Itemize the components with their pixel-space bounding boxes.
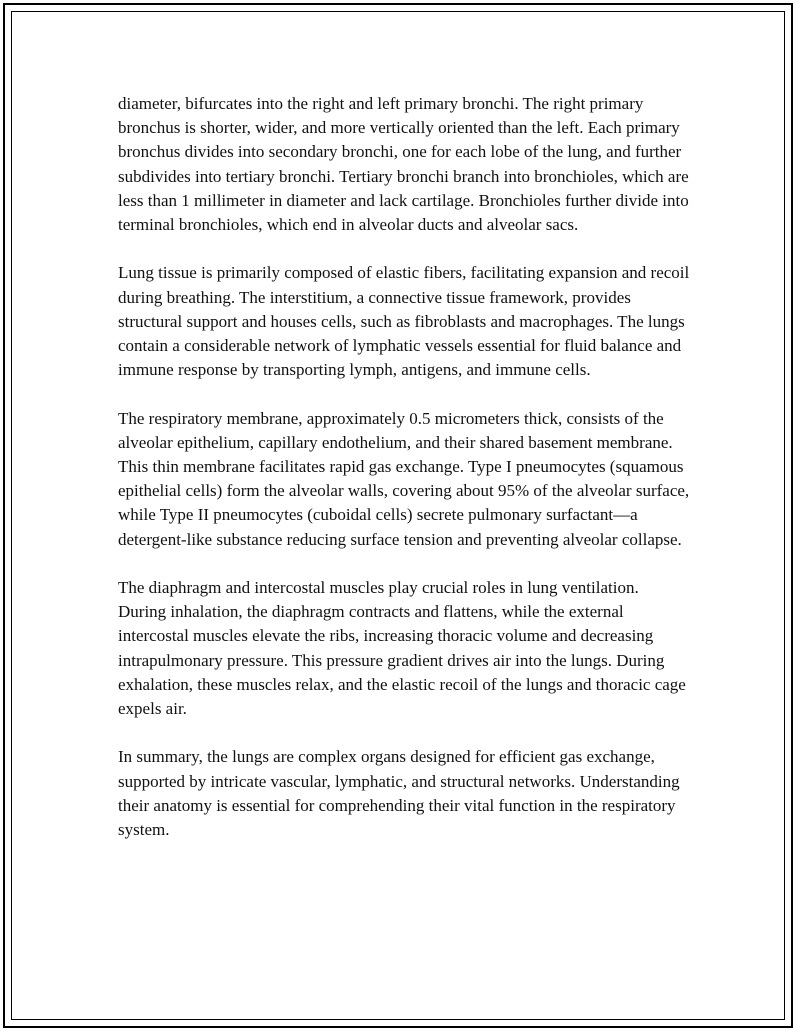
- paragraph-bronchial-tree: diameter, bifurcates into the right and left primary bronchi. The right primary bronchus is shorter, wider, and more vertically oriented than the left. Each primary bronchus divides into secondary bronchi, one for each lobe of the lung, and further subdivides into tertiary bronchi. Tertiary bronchi branch into bronchioles, which are less than 1 millimeter in diameter and lack cartilage. Bronchioles further divide into terminal bronchioles, which end in alveolar ducts and alveolar sacs.: [118, 94, 689, 235]
- paragraph-respiratory-membrane: The respiratory membrane, approximately 0.5 micrometers thick, consists of the alveolar epithelium, capillary endothelium, and their shared basement membrane. This thin membrane facilitates rapid gas exchange. Type I pneumocytes (squamous epithelial cells) form the alveolar walls, covering about 95% of the alveolar surface, while Type II pneumocytes (cuboidal cells) secrete pulmonary surfactant—a detergent-like substance reducing surface tension and preventing alveolar collapse.: [118, 408, 690, 549]
- paragraph-summary: In summary, the lungs are complex organs designed for efficient gas exchange, supported by intricate vascular, lymphatic, and structural networks. Understanding their anatomy is essential for comprehending their vital function in the respiratory system.: [118, 747, 680, 840]
- document-body: [118, 92, 690, 866]
- paragraph-lung-tissue: Lung tissue is primarily composed of elastic fibers, facilitating expansion and recoil during breathing. The interstitium, a connective tissue framework, provides structural support and houses cells, such as fibroblasts and macrophages. The lungs contain a considerable network of lymphatic vessels essential for fluid balance and immune response by transporting lymph, antigens, and immune cells.: [118, 263, 690, 380]
- paragraph-ventilation-muscles: The diaphragm and intercostal muscles play crucial roles in lung ventilation. During inhalation, the diaphragm contracts and flattens, while the external intercostal muscles elevate the ribs, increasing thoracic volume and decreasing intrapulmonary pressure. This pressure gradient drives air into the lungs. During exhalation, these muscles relax, and the elastic recoil of the lungs and thoracic cage expels air.: [118, 578, 686, 719]
